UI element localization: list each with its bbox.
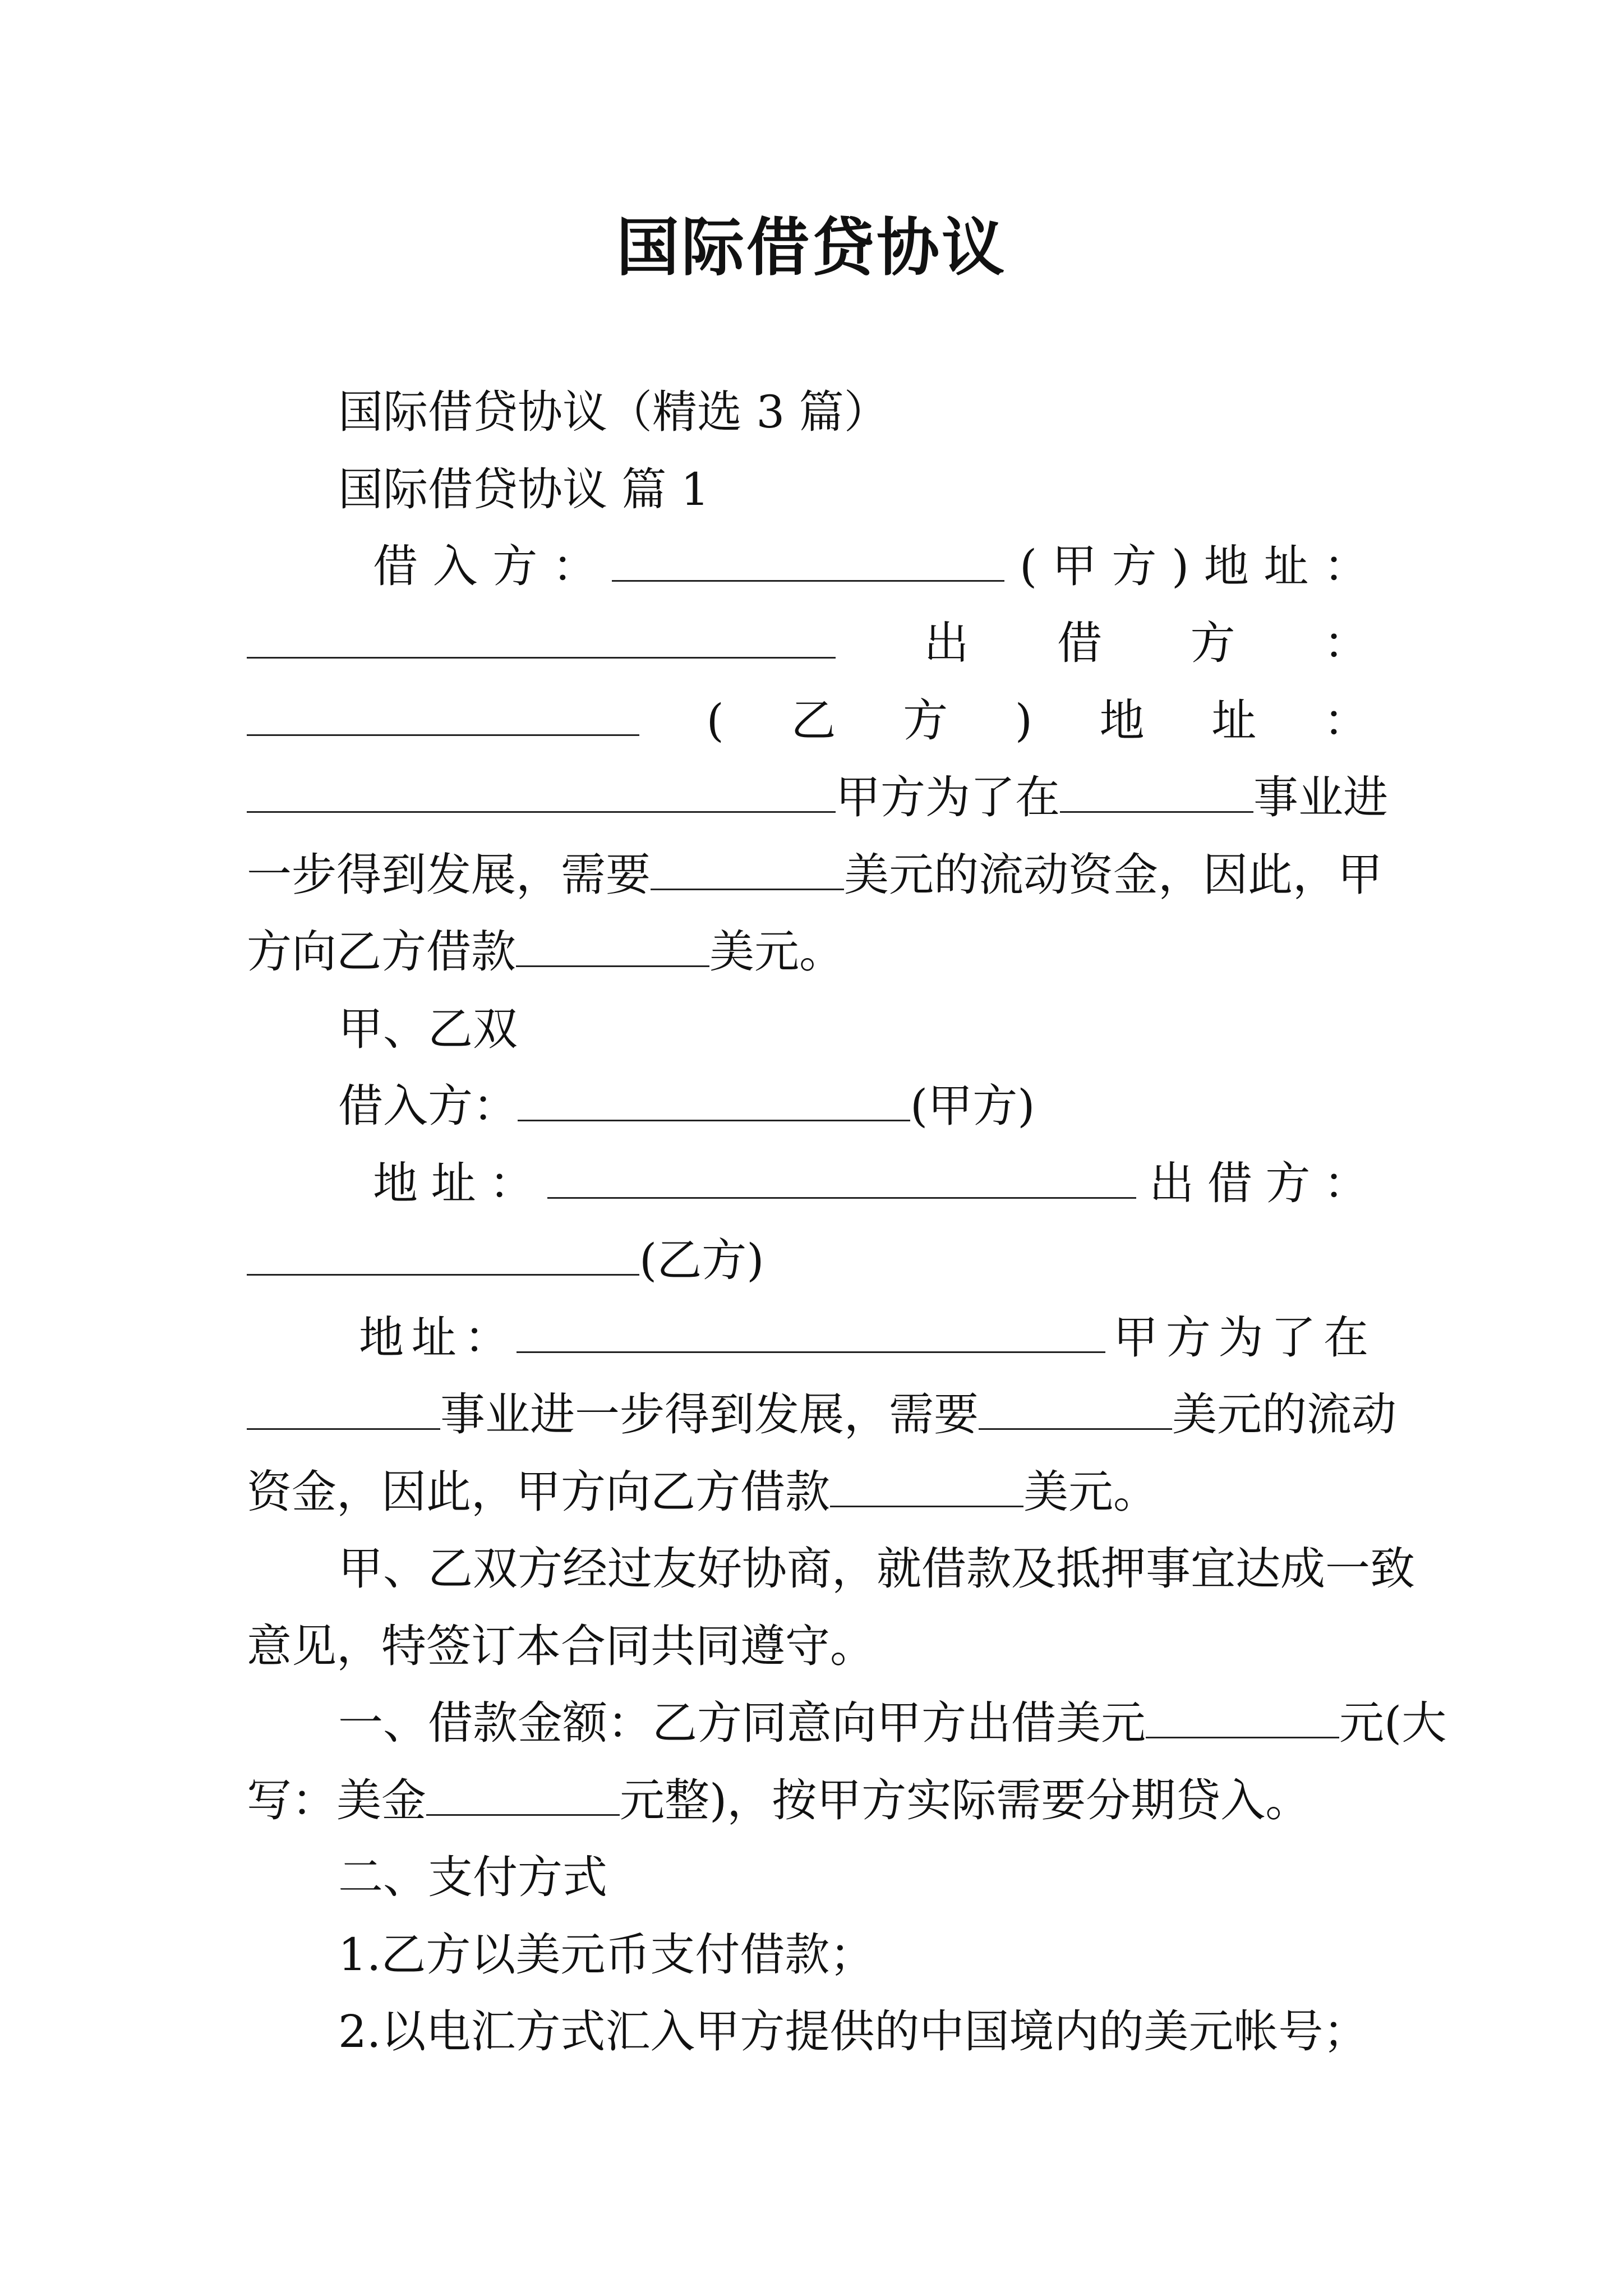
- address-label-char: ：: [1323, 540, 1368, 592]
- amount-in-words-blank: [426, 1774, 620, 1816]
- lender-label-char: 借: [1057, 617, 1102, 669]
- address-label-char: 地: [359, 1312, 404, 1364]
- purpose-char: 在: [1324, 1312, 1368, 1364]
- business-blank: [247, 1388, 440, 1430]
- clause-text: 元整)，按甲方实际需要分期贷入。: [620, 1774, 1311, 1826]
- purpose-char: 甲: [1113, 1312, 1158, 1364]
- address-label-char: 地: [373, 1157, 418, 1209]
- purpose-line-5: [247, 1461, 1158, 1523]
- document-title: 国际借贷协议: [616, 211, 1007, 284]
- address-label-char: 址: [411, 1312, 457, 1364]
- loan-amount-blank: [830, 1465, 1023, 1507]
- borrower-blank: [518, 1079, 910, 1121]
- purpose-char: 方: [1165, 1312, 1211, 1364]
- borrower-label: 借入方：: [338, 1080, 518, 1132]
- party-a-tag-char: (: [1019, 540, 1038, 592]
- borrower-label-char: 借: [373, 540, 418, 592]
- lender-line-1: [247, 613, 1368, 674]
- purpose-text: 美元的流动: [1172, 1388, 1396, 1441]
- lender-label-char: ：: [1324, 617, 1368, 669]
- borrower-label-char: ：: [552, 540, 597, 592]
- borrower-line-1: [373, 536, 1368, 597]
- purpose-text: 美元的流动资金，因此，甲: [844, 849, 1382, 901]
- loan-amount-blank: [516, 925, 709, 967]
- party-b-tag-char: (: [706, 694, 724, 747]
- agreement-paragraph-line-2: 意见，特签订本合同共同遵守。: [247, 1620, 875, 1672]
- clause-1-line-1: [338, 1692, 1446, 1754]
- purpose-line-3: [247, 921, 844, 983]
- purpose-text: 资金，因此，甲方向乙方借款: [247, 1466, 830, 1518]
- agreement-paragraph-line-1: 甲、乙双方经过友好协商，就借款及抵押事宜达成一致: [338, 1543, 1415, 1595]
- purpose-text: 一步得到发展，需要: [247, 849, 651, 901]
- address-blank: [547, 1157, 1136, 1199]
- subtitle: 国际借贷协议（精选 3 篇）: [338, 386, 889, 438]
- address-blank: [247, 771, 836, 813]
- address-label-char: ：: [489, 1157, 534, 1209]
- address-label-char: ：: [464, 1312, 509, 1364]
- purpose-line-4: [247, 1384, 1396, 1446]
- clause-text: 元(大: [1339, 1697, 1447, 1749]
- clause-text: 写：美金: [247, 1774, 426, 1826]
- purpose-line-2: [247, 844, 1382, 906]
- purpose-text: 美元。: [1023, 1466, 1158, 1518]
- lender-label-char: 出: [1149, 1157, 1195, 1209]
- party-b-tag: (乙方): [639, 1234, 764, 1286]
- address-label-char: 址: [431, 1157, 476, 1209]
- purpose-text: 甲方为了在: [836, 771, 1060, 823]
- party-b-line-2: [247, 1230, 764, 1291]
- amount-blank: [979, 1388, 1172, 1430]
- address-blank: [517, 1311, 1105, 1353]
- address-label-char: 地: [1204, 540, 1249, 592]
- lender-blank: [247, 694, 639, 736]
- purpose-char: 了: [1271, 1312, 1316, 1364]
- purpose-char: 为: [1218, 1312, 1264, 1364]
- party-b-tag-char: 方: [903, 694, 948, 747]
- purpose-line-1: [247, 767, 1388, 829]
- borrower-line-2: [338, 1075, 1035, 1137]
- business-blank: [1060, 771, 1253, 813]
- lender-label-char: 出: [924, 617, 969, 669]
- purpose-text: 事业进: [1253, 771, 1388, 823]
- party-b-line-1: [247, 690, 1368, 752]
- address-blank: [247, 616, 836, 659]
- lender-label-char: 方: [1265, 1157, 1311, 1209]
- purpose-text: 美元。: [709, 926, 844, 978]
- lender-label-char: 借: [1207, 1157, 1252, 1209]
- clause-2-title: 二、支付方式: [338, 1851, 607, 1903]
- address-lender-line: [373, 1153, 1368, 1214]
- party-a-tag-char: 方: [1112, 540, 1157, 592]
- amount-blank: [651, 848, 844, 890]
- party-a-tag-char: 甲: [1052, 540, 1097, 592]
- address-label-char: 址: [1264, 540, 1309, 592]
- borrower-blank: [612, 540, 1004, 582]
- purpose-text: 方向乙方借款: [247, 926, 516, 978]
- party-a-tag-char: ): [1171, 540, 1189, 592]
- address-label-char: 址: [1211, 694, 1257, 747]
- clause-text: 一、借款金额：乙方同意向甲方出借美元: [338, 1697, 1146, 1749]
- address-purpose-line: [359, 1307, 1368, 1369]
- address-label-char: 地: [1099, 694, 1145, 747]
- article-heading: 国际借贷协议 篇 1: [338, 463, 709, 516]
- usd-amount-blank: [1146, 1696, 1339, 1738]
- borrower-label-char: 方: [492, 540, 538, 592]
- party-a-tag: (甲方): [910, 1080, 1035, 1132]
- lender-blank: [247, 1234, 639, 1276]
- borrower-label-char: 入: [432, 540, 478, 592]
- clause-1-line-2: [247, 1770, 1310, 1832]
- clause-2-item-1: 1.乙方以美元币支付借款；: [338, 1929, 875, 1981]
- both-parties-fragment: 甲、乙双: [338, 1003, 518, 1055]
- party-b-tag-char: 乙: [791, 694, 836, 747]
- lender-label-char: 方: [1190, 617, 1235, 669]
- address-label-char: ：: [1323, 694, 1368, 747]
- clause-2-item-2: 2.以电汇方式汇入甲方提供的中国境内的美元帐号；: [338, 2005, 1368, 2058]
- purpose-text: 事业进一步得到发展，需要: [440, 1388, 979, 1441]
- lender-label-char: ：: [1323, 1157, 1368, 1209]
- party-b-tag-char: ): [1015, 694, 1032, 747]
